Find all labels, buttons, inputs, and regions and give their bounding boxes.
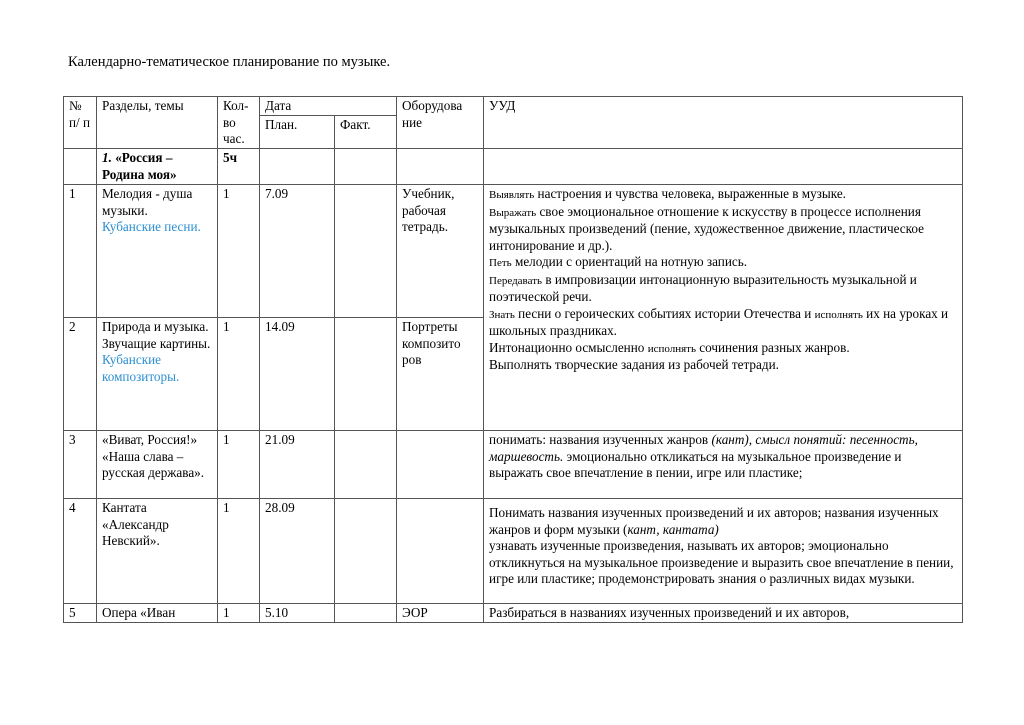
header-equipment: Оборудова ние <box>397 97 484 149</box>
row-plan-date: 7.09 <box>260 185 335 318</box>
header-num: № п/ п <box>64 97 97 149</box>
row-fact-date <box>335 604 397 623</box>
row-equipment <box>397 499 484 604</box>
header-date: Дата <box>260 97 397 116</box>
header-sections: Разделы, темы <box>97 97 218 149</box>
row-hours: 1 <box>218 499 260 604</box>
row-fact-date <box>335 431 397 499</box>
header-hours: Кол- во час. <box>218 97 260 149</box>
row-theme: Мелодия - душа музыки. Кубанские песни. <box>97 185 218 318</box>
row-equipment: Учебник, рабочая тетрадь. <box>397 185 484 318</box>
row-theme: «Виват, Россия!» «Наша слава – русская держава». <box>97 431 218 499</box>
row-equipment <box>397 431 484 499</box>
row-theme: Кантата «Александр Невский». <box>97 499 218 604</box>
row-fact-date <box>335 185 397 318</box>
row-num: 4 <box>64 499 97 604</box>
uud-cell-5: Разбираться в названиях изученных произведений и их авторов, <box>484 604 963 623</box>
header-plan: План. <box>260 115 335 149</box>
table-row <box>64 431 963 499</box>
table-row <box>64 499 963 604</box>
row-fact-date <box>335 318 397 431</box>
section-title: 1. «Россия – Родина моя» <box>97 149 218 185</box>
row-plan-date: 28.09 <box>260 499 335 604</box>
row-num: 2 <box>64 318 97 431</box>
row-plan-date: 21.09 <box>260 431 335 499</box>
header-fact: Факт. <box>335 115 397 149</box>
row-hours: 1 <box>218 318 260 431</box>
row-num: 5 <box>64 604 97 623</box>
row-hours: 1 <box>218 185 260 318</box>
section-hours: 5ч <box>218 149 260 185</box>
table-row <box>64 604 963 623</box>
row-plan-date: 14.09 <box>260 318 335 431</box>
row-num: 1 <box>64 185 97 318</box>
page-title: Календарно-тематическое планирование по музыке. <box>68 54 391 70</box>
row-plan-date: 5.10 <box>260 604 335 623</box>
row-equipment: ЭОР <box>397 604 484 623</box>
row-theme: Природа и музыка. Звучащие картины. Кубанские композиторы. <box>97 318 218 431</box>
row-hours: 1 <box>218 431 260 499</box>
uud-cell-4: Понимать названия изученных произведений и их авторов; названия изученных жанров и форм музыки (кант, кантата) узнавать изученные произведения, называть их авторов; эмоционально откликнуться на музыкальное произведение и выразить свое впечатление в пении, игре или пластике; продемонстрировать знания о различных видах музыки. <box>484 499 963 604</box>
uud-cell-1: Выявлять настроения и чувства человека, выраженные в музыке. Выражать свое эмоциональное отношение к искусству в процессе исполнения музыкальных произведений (пение, художественное движение, пластическое интонирование и др.). Петь мелодии с ориентаций на нотную запись. Передавать в импровизации интонационную выразительность музыкальной и поэтической речи. Знать песни о героических событиях истории Отечества и исполнять их на уроках и школьных праздниках. Интонационно осмысленно исполнять сочинения разных жанров. Выполнять творческие задания из рабочей тетради. <box>484 185 963 431</box>
uud-cell-3: понимать: названия изученных жанров (кант), смысл понятий: песенность, маршевость. эмоционально откликаться на музыкальное произведение и выражать свое впечатление в пении, игре или пластике; <box>484 431 963 499</box>
row-fact-date <box>335 499 397 604</box>
table-row <box>64 185 963 318</box>
header-uud: УУД <box>484 97 963 149</box>
planning-table <box>63 96 963 623</box>
row-num: 3 <box>64 431 97 499</box>
row-equipment: Портреты композито ров <box>397 318 484 431</box>
header-row <box>64 97 963 116</box>
section-row <box>64 149 963 185</box>
row-hours: 1 <box>218 604 260 623</box>
row-theme: Опера «Иван <box>97 604 218 623</box>
